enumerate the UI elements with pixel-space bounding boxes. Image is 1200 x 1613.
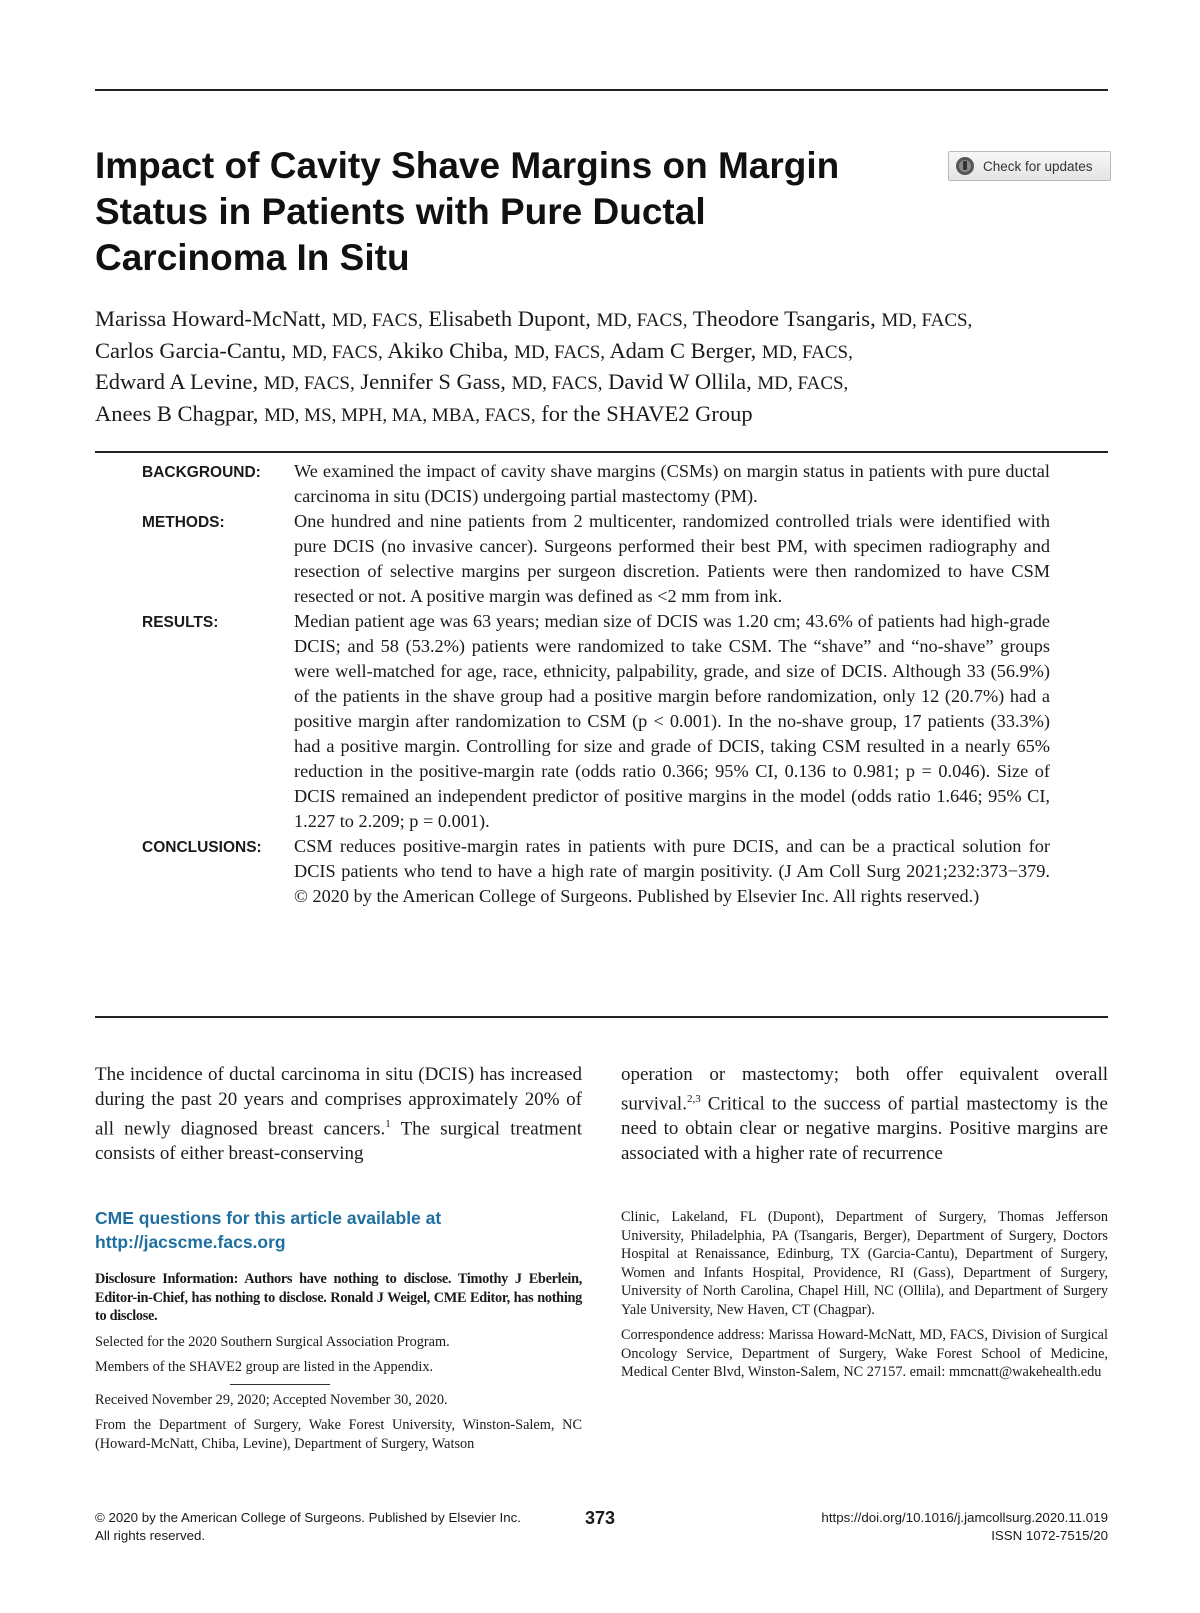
abstract-results	[142, 609, 1052, 834]
abstract-text: Median patient age was 63 years; median size of DCIS was 1.20 cm; 43.6% of patients had high-grade DCIS; and 58 (53.2%) patients were randomized to take CSM. The “shave” and “no-shave” groups were well-matched for age, race, ethnicity, palpability, grade, and size of DCIS. Although 33 (56.9%) of the patients in the shave group had a positive margin before randomization, only 12 (20.7%) had a positive margin after randomization to CSM (p < 0.001). In the no-shave group, 17 patients (33.3%) had a positive margin. Controlling for size and grade of DCIS, taking CSM resulted in a nearly 65% reduction in the positive-margin rate (odds ratio 0.366; 95% CI, 0.136 to 0.981; p = 0.046). Size of DCIS remained an independent predictor of positive margins in the model (odds ratio 1.646; 95% CI, 1.227 to 2.209; p = 0.001).	[294, 611, 1050, 831]
authors-group: for the SHAVE2 Group	[541, 400, 753, 426]
affiliation-note: From the Department of Surgery, Wake Forest University, Winston-Salem, NC (Howard-McNatt, Chiba, Levine), Department of Surgery, Watson	[95, 1417, 582, 1452]
abstract-conclusions	[142, 834, 1052, 909]
footnotes-right	[621, 1208, 1108, 1389]
footer-doi-issn	[700, 1509, 1108, 1545]
author: David W Ollila, MD, FACS,	[608, 369, 849, 394]
author-list	[95, 304, 1105, 430]
check-for-updates-button[interactable]	[948, 151, 1111, 181]
body-column-left: The incidence of ductal carcinoma in situ (DCIS) has increased during the past 20 years and comprises approximately 20% of all newly diagnosed breast cancers.$^1$ The surgical treatment consists of either breast-conserving	[95, 1064, 582, 1165]
abstract-label: BACKGROUND:	[142, 464, 261, 481]
members-note: Members of the SHAVE2 group are listed in the Appendix.	[95, 1359, 434, 1375]
article-title: Impact of Cavity Shave Margins on Margin Status in Patients with Pure Ductal Carcinoma In Situ	[95, 145, 840, 278]
abstract-label: RESULTS:	[142, 614, 219, 631]
author: Edward A Levine, MD, FACS,	[95, 369, 355, 394]
author: Akiko Chiba, MD, FACS,	[387, 337, 606, 363]
author: Theodore Tsangaris, MD, FACS,	[692, 306, 973, 331]
check-for-updates-label: Check for updates	[983, 158, 1093, 174]
author: Anees B Chagpar, MD, MS, MPH, MA, MBA, FACS,	[95, 400, 536, 426]
abstract-label: CONCLUSIONS:	[142, 839, 262, 856]
abstract	[142, 459, 1052, 909]
received-note: Received November 29, 2020; Accepted November 30, 2020.	[95, 1391, 448, 1408]
footnote-divider	[230, 1384, 330, 1385]
abstract-text: We examined the impact of cavity shave margins (CSMs) on margin status in patients with pure ductal carcinoma in situ (DCIS) undergoing partial mastectomy (PM).	[294, 461, 1050, 506]
disclosure-note: Disclosure Information: Authors have nothing to disclose. Timothy J Eberlein, Editor-in-Chief, has nothing to disclose. Ronald J Weigel, CME Editor, has nothing to disclose.	[95, 1271, 582, 1324]
footer-copyright: © 2020 by the American College of Surgeons. Published by Elsevier Inc. All rights reserved.	[95, 1510, 521, 1543]
author: Elisabeth Dupont, MD, FACS,	[428, 306, 688, 331]
abstract-label: METHODS:	[142, 514, 225, 531]
author: Carlos Garcia-Cantu, MD, FACS,	[95, 337, 383, 363]
reference-superscript[interactable]: 2,3	[686, 1093, 701, 1105]
check-updates-icon	[955, 156, 975, 176]
selected-note: Selected for the 2020 Southern Surgical Association Program.	[95, 1333, 450, 1350]
author: Adam C Berger, MD, FACS,	[609, 337, 853, 363]
abstract-text: One hundred and nine patients from 2 multicenter, randomized controlled trials were identified with pure DCIS (no invasive cancer). Surgeons performed their best PM, with specimen radiography and resection of selective margins per surgeon discretion. Patients were then randomized to have CSM resected or not. A positive margin was defined as <2 mm from ink.	[294, 511, 1050, 606]
abstract-methods	[142, 509, 1052, 609]
footnotes-left	[95, 1270, 582, 1460]
cme-text: CME questions for this article available at	[95, 1208, 442, 1228]
correspondence-note: Correspondence address: Marissa Howard-McNatt, MD, FACS, Division of Surgical Oncology Service, Department of Surgery, Wake Forest School of Medicine, Medical Center Blvd, Winston-Salem, NC 27157. email: mmcnatt@wakehealth.edu	[621, 1327, 1108, 1380]
doi-link[interactable]: https://doi.org/10.1016/j.jamcollsurg.2020.11.019	[821, 1510, 1108, 1525]
abstract-text: CSM reduces positive-margin rates in patients with pure DCIS, and can be a practical solution for DCIS patients who tend to have a high rate of margin positivity. (J Am Coll Surg 2021;232:373−379. © 2020 by the American College of Surgeons. Published by Elsevier Inc. All rights reserved.)	[294, 836, 1050, 906]
cme-link[interactable]: http://jacscme.facs.org	[95, 1232, 286, 1252]
abstract-bottom-rule	[95, 1016, 1108, 1018]
cme-notice	[95, 1206, 582, 1254]
page-number: 373	[584, 1508, 616, 1528]
affiliation-note: Clinic, Lakeland, FL (Dupont), Department of Surgery, Thomas Jefferson University, Philadelphia, PA (Tsangaris, Berger), Department of Surgery, Doctors Hospital at Renaissance, Edinburg, TX (Garcia-Cantu), Department of Surgery, Women and Infants Hospital, Providence, RI (Gass), Department of Surgery, University of North Carolina, Chapel Hill, NC (Ollila), and Department of Surgery Yale University, New Haven, CT (Chagpar).	[621, 1209, 1108, 1318]
author: Marissa Howard-McNatt, MD, FACS,	[95, 306, 423, 331]
body-column-right: operation or mastectomy; both offer equivalent overall survival.$^{2,3}$ Critical to the success of partial mastectomy is the need to obtain clear or negative margins. Positive margins are associated with a higher rate of recurrence	[621, 1064, 1108, 1165]
author: Jennifer S Gass, MD, FACS,	[360, 369, 603, 394]
abstract-background	[142, 459, 1052, 509]
reference-superscript[interactable]: 1	[385, 1118, 391, 1130]
issn: ISSN 1072-7515/20	[991, 1528, 1108, 1543]
top-rule	[95, 89, 1108, 91]
abstract-top-rule	[95, 451, 1108, 453]
